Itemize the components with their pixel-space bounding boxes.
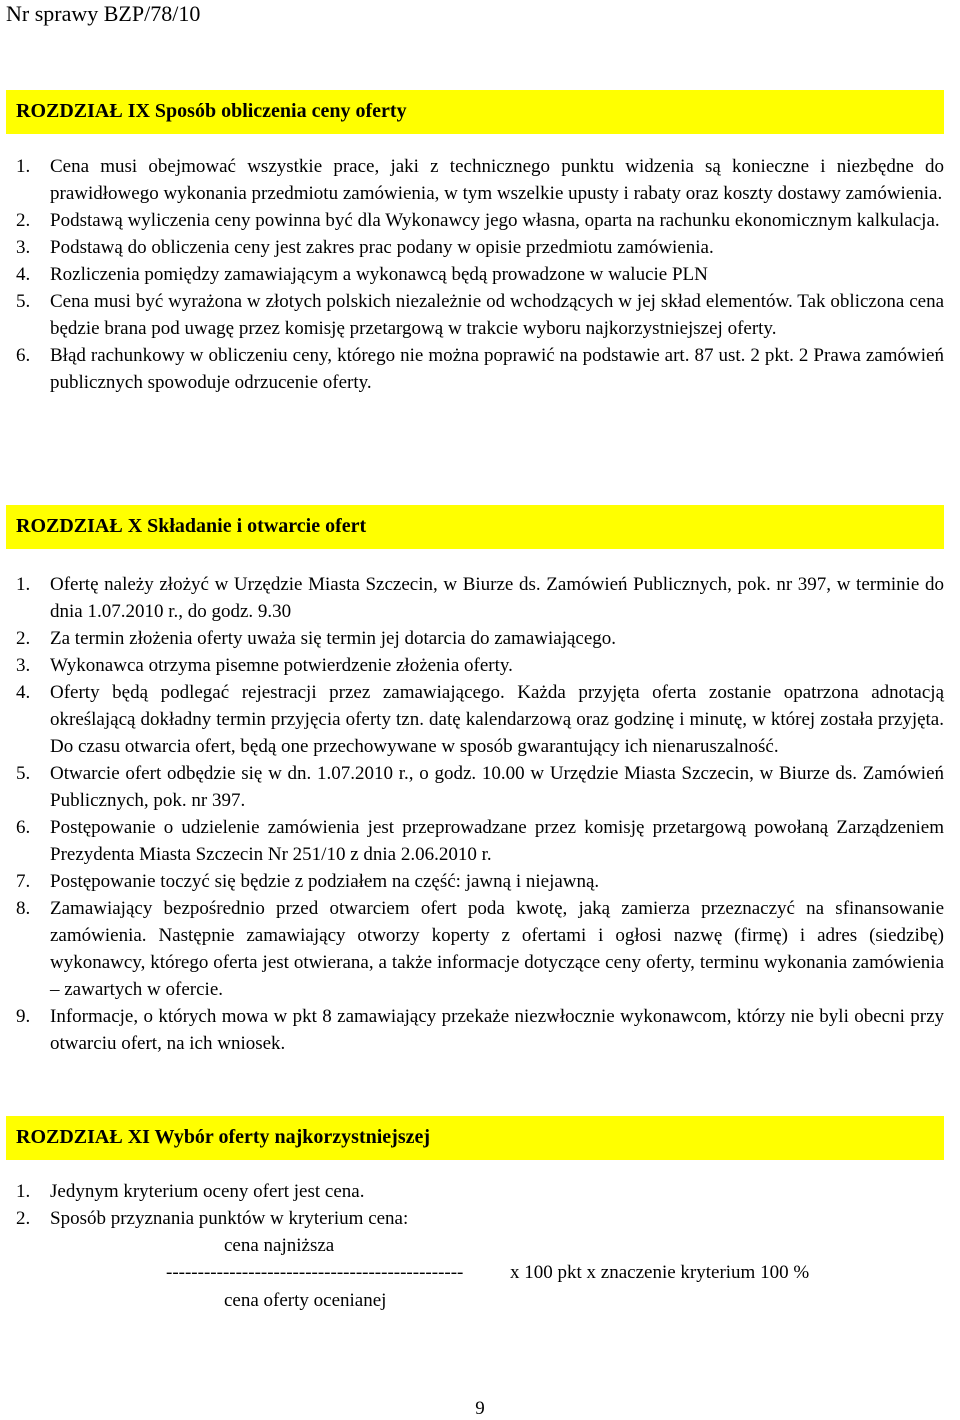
list-item (16, 652, 944, 679)
formula-multiplier: x 100 pkt x znaczenie kryterium 100 % (510, 1262, 810, 1283)
item-number: 1. (16, 1181, 31, 1202)
list-item (16, 1003, 944, 1057)
list-item (16, 625, 944, 652)
item-text: Otwarcie ofert odbędzie się w dn. 1.07.2010 r., o godz. 10.00 w Urzędzie Miasta Szczecin, w Biurze ds. Zamówień Publicznych, pok. nr 397. (50, 763, 944, 811)
item-number: 4. (16, 682, 31, 703)
section-heading-x: ROZDZIAŁ X Składanie i otwarcie ofert (6, 505, 944, 549)
section-heading-xi: ROZDZIAŁ XI Wybór oferty najkorzystniejszej (6, 1116, 944, 1160)
list-item (16, 868, 944, 895)
list-item (16, 153, 944, 207)
section-x-list (16, 571, 944, 1057)
item-text: Za termin złożenia oferty uważa się termin jej dotarcia do zamawiającego. (50, 628, 617, 649)
item-number: 3. (16, 237, 31, 258)
list-item (16, 342, 944, 396)
section-heading-ix: ROZDZIAŁ IX Sposób obliczenia ceny oferty (6, 90, 944, 134)
item-number: 8. (16, 898, 31, 919)
item-number: 2. (16, 628, 31, 649)
list-item (16, 571, 944, 625)
item-number: 5. (16, 763, 31, 784)
list-item (16, 760, 944, 814)
page-number: 9 (475, 1398, 485, 1419)
item-number: 3. (16, 655, 31, 676)
list-item (16, 1178, 944, 1205)
item-number: 2. (16, 210, 31, 231)
formula-numerator: cena najniższa (224, 1235, 335, 1256)
item-text: Oferty będą podlegać rejestracji przez zamawiającego. Każda przyjęta oferta zostanie opatrzona adnotacją określającą dokładny termin przyjęcia oferty tzn. datę kalendarzową oraz godzinę i minutę, w której została przyjęta. Do czasu otwarcia ofert, będą one przechowywane w sposób gwarantujący ich nienaruszalność. (50, 682, 944, 757)
item-text: Cena musi być wyrażona w złotych polskich niezależnie od wchodzących w jej skład elementów. Tak obliczona cena będzie brana pod uwagę przez komisję przetargową w trakcie wyboru najkorzystniejszej oferty. (50, 291, 944, 339)
formula-divider: ----------------------------------------------- (166, 1262, 464, 1283)
item-number: 9. (16, 1006, 31, 1027)
list-item (16, 288, 944, 342)
item-text: Sposób przyznania punktów w kryterium cena: (50, 1208, 409, 1229)
section-xi-list (16, 1178, 944, 1232)
list-item (16, 679, 944, 760)
item-text: Postępowanie o udzielenie zamówienia jest przeprowadzane przez komisję przetargową powołaną Zarządzeniem Prezydenta Miasta Szczecin Nr 251/10 z dnia 2.06.2010 r. (50, 817, 944, 865)
item-number: 5. (16, 291, 31, 312)
item-number: 6. (16, 345, 31, 366)
list-item (16, 261, 944, 288)
item-text: Błąd rachunkowy w obliczeniu ceny, którego nie można poprawić na podstawie art. 87 ust. 2 pkt. 2 Prawa zamówień publicznych spowoduje odrzucenie oferty. (50, 345, 944, 393)
item-text: Postępowanie toczyć się będzie z podziałem na część: jawną i niejawną. (50, 871, 600, 892)
item-text: Podstawą wyliczenia ceny powinna być dla Wykonawcy jego własna, oparta na rachunku ekonomicznym kalkulacja. (50, 210, 940, 231)
item-text: Rozliczenia pomiędzy zamawiającym a wykonawcą będą prowadzone w walucie PLN (50, 264, 708, 285)
item-number: 1. (16, 156, 31, 177)
item-number: 2. (16, 1208, 31, 1229)
list-item (16, 895, 944, 1003)
item-text: Zamawiający bezpośrednio przed otwarciem ofert poda kwotę, jaką zamierza przeznaczyć na sfinansowanie zamówienia. Następnie zamawiający otworzy koperty z ofertami i ogłosi nazwę (firmę) i adres (siedzibę) wykonawcy, którego oferta jest otwierana, a także informacje dotyczące ceny oferty, terminu wykonania zamówienia – zawartych w ofercie. (50, 898, 944, 1000)
list-item (16, 1205, 944, 1232)
item-number: 1. (16, 574, 31, 595)
item-text: Informacje, o których mowa w pkt 8 zamawiający przekaże niezwłocznie wykonawcom, którzy nie byli obecni przy otwarciu ofert, na ich wniosek. (50, 1006, 944, 1054)
item-number: 4. (16, 264, 31, 285)
item-text: Cena musi obejmować wszystkie prace, jaki z technicznego punktu widzenia są konieczne i niezbędne do prawidłowego wykonania przedmiotu zamówienia, w tym wszelkie upusty i rabaty oraz koszty dostawy zamówienia. (50, 156, 944, 204)
item-text: Podstawą do obliczenia ceny jest zakres prac podany w opisie przedmiotu zamówienia. (50, 237, 714, 258)
item-text: Ofertę należy złożyć w Urzędzie Miasta Szczecin, w Biurze ds. Zamówień Publicznych, pok. nr 397, w terminie do dnia 1.07.2010 r., do godz. 9.30 (50, 574, 944, 622)
list-item (16, 207, 944, 234)
section-ix-list (16, 153, 944, 396)
list-item (16, 814, 944, 868)
item-number: 7. (16, 871, 31, 892)
case-number: Nr sprawy BZP/78/10 (6, 1, 201, 26)
item-text: Jedynym kryterium oceny ofert jest cena. (50, 1181, 365, 1202)
item-text: Wykonawca otrzyma pisemne potwierdzenie złożenia oferty. (50, 655, 513, 676)
list-item (16, 234, 944, 261)
item-number: 6. (16, 817, 31, 838)
formula-denominator: cena oferty ocenianej (224, 1290, 387, 1311)
